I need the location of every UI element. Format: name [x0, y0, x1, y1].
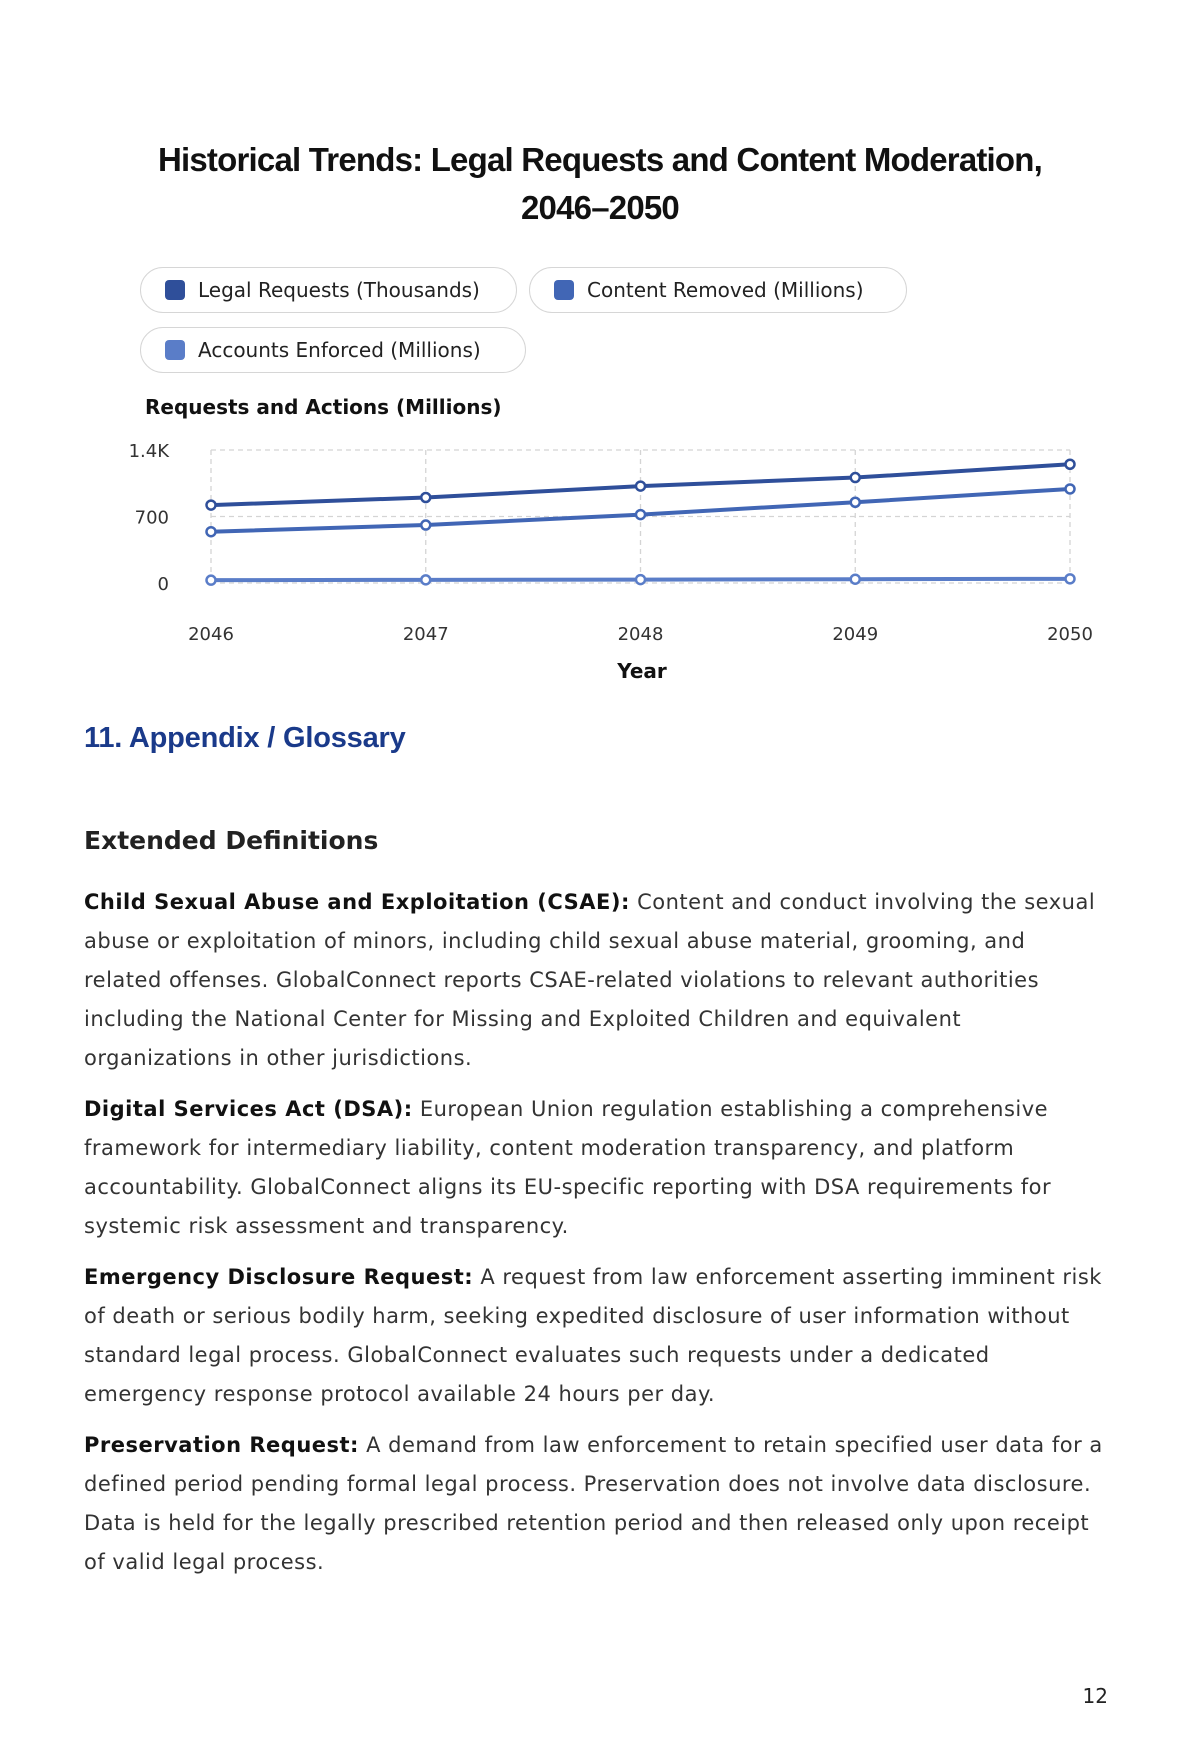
y-tick-label: 700: [134, 507, 169, 529]
definition-term: Digital Services Act (DSA):: [84, 1097, 413, 1121]
definition-emergency-disclosure: [84, 1258, 1104, 1414]
section-heading: 11. Appendix / Glossary: [84, 722, 406, 754]
data-point: [421, 521, 430, 530]
data-point: [851, 473, 860, 482]
legend-label-accounts-enforced: Accounts Enforced (Millions): [198, 338, 481, 362]
x-axis-title: Year: [617, 659, 667, 683]
data-point: [636, 510, 645, 519]
y-axis-title: Requests and Actions (Millions): [145, 395, 502, 419]
definition-term: Child Sexual Abuse and Exploitation (CSAE):: [84, 890, 630, 914]
y-tick-label: 1.4K: [128, 441, 169, 462]
data-point: [1066, 484, 1075, 493]
definition-text: A request from law enforcement asserting imminent risk of death or serious bodily harm, seeking expedited disclosure of user information without standard legal process. GlobalConnect evaluates such requests under a dedicated emergency response protocol available 24 hours per day.: [84, 1265, 1102, 1406]
definition-dsa: [84, 1090, 1104, 1246]
x-tick-label: 2049: [832, 624, 879, 645]
data-point: [1066, 460, 1075, 469]
x-tick-label: 2047: [402, 624, 449, 645]
definition-preservation-request: [84, 1426, 1104, 1582]
definition-text: Content and conduct involving the sexual abuse or exploitation of minors, including child sexual abuse material, grooming, and related offenses. GlobalConnect reports CSAE-related violations to relevant authorities including the National Center for Missing and Exploited Children and equivalent organizations in other jurisdictions.: [84, 890, 1096, 1070]
definition-term: Emergency Disclosure Request:: [84, 1265, 474, 1289]
legend-label-legal-requests: Legal Requests (Thousands): [198, 278, 480, 302]
data-point: [851, 498, 860, 507]
definition-term: Preservation Request:: [84, 1433, 359, 1457]
y-tick-label: 0: [157, 574, 169, 595]
data-point: [636, 482, 645, 491]
x-tick-label: 2048: [617, 624, 664, 645]
data-point: [421, 575, 430, 584]
data-point: [421, 493, 430, 502]
page-number: 12: [1082, 1684, 1108, 1708]
subsection-heading: Extended Definitions: [84, 826, 379, 855]
data-point: [207, 501, 216, 510]
definitions-list: [84, 883, 1104, 1594]
data-point: [207, 576, 216, 585]
definition-csae: [84, 883, 1104, 1078]
line-chart: [0, 0, 1200, 700]
definition-text: European Union regulation establishing a comprehensive framework for intermediary liability, content moderation transparency, and platform accountability. GlobalConnect aligns its EU-specific reporting with DSA requirements for systemic risk assessment and transparency.: [84, 1097, 1052, 1238]
x-tick-label: 2050: [1047, 624, 1093, 645]
legend-label-content-removed: Content Removed (Millions): [587, 278, 864, 302]
x-tick-label: 2046: [188, 624, 234, 645]
chart-title: Historical Trends: Legal Requests and Content Moderation, 2046–2050: [157, 141, 1043, 226]
data-point: [207, 527, 216, 536]
data-point: [851, 575, 860, 584]
data-point: [636, 575, 645, 584]
definition-text: A demand from law enforcement to retain specified user data for a defined period pending formal legal process. Preservation does not involve data disclosure. Data is held for the legally prescribed retention period and then released only upon receipt of valid legal process.: [84, 1433, 1103, 1574]
data-point: [1066, 574, 1075, 583]
